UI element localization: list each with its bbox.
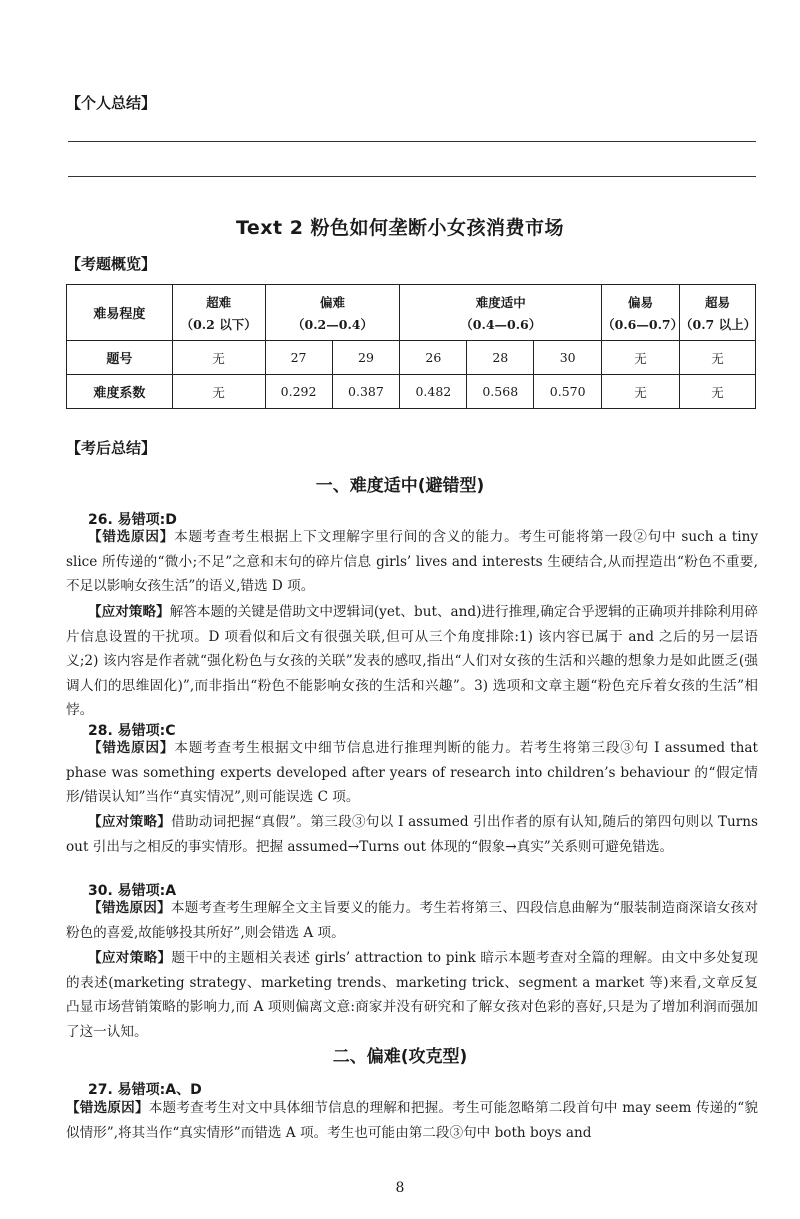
table-cell: 无 <box>172 341 265 375</box>
level-cell: 难度适中 （0.4—0.6） <box>400 285 602 341</box>
level-cell: 偏难 （0.2—0.4） <box>265 285 400 341</box>
paragraph: 【应对策略】借助动词把握“真假”。第三段③句以 I assumed 引出作者的原有认知,随后的第四句则以 Turns out 引出与之相反的事实情形。把握 assumed→Turns out 体现的“假象→真实”关系则可避免错选。 <box>66 814 758 855</box>
table-cell: 无 <box>602 341 680 375</box>
paragraph: 【错选原因】本题考查考生根据文中细节信息进行推理判断的能力。若考生将第三段③句 I assumed that phase was something experts developed after years of research into children’s behaviour 的“假定情形/错误认知”当作“真实情况”,则可能误选 C 项。 <box>66 740 758 806</box>
table-cell: 30 <box>534 341 602 375</box>
item-heading: 26. 易错项:D <box>88 512 177 528</box>
paragraph: 【应对策略】题干中的主题相关表述 girls’ attraction to pink 暗示本题考查对全篇的理解。由文中多处复现的表述(marketing strategy、marketing trends、marketing trick、segment a market 等)来看,文章反复凸显市场营销策略的影响力,而 A 项则偏离文意:商家并没有研究和了解女孩对色彩的喜好,只是为了增加利润而强加了这一认知。 <box>66 950 759 1040</box>
table-cell: 29 <box>332 341 400 375</box>
table-cell: 0.387 <box>332 375 400 409</box>
overview-label: 【考题概览】 <box>66 255 157 273</box>
row-label: 题号 <box>67 341 173 375</box>
paragraph: 【错选原因】本题考查考生对文中具体细节信息的理解和把握。考生可能忽略第二段首句中 may seem 传递的“貌似情形”,将其当作“真实情形”而错选 A 项。考生也可能由第二段③句中 both boys and <box>66 1100 759 1141</box>
table-cell: 28 <box>467 341 534 375</box>
item-heading: 28. 易错项:C <box>88 723 176 739</box>
table-cell: 0.570 <box>534 375 602 409</box>
table-cell: 0.482 <box>400 375 467 409</box>
table-row-coefficients <box>67 375 756 409</box>
level-cell: 超难 （0.2 以下） <box>172 285 265 341</box>
table-row-numbers <box>67 341 756 375</box>
level-cell: 偏易 （0.6—0.7） <box>602 285 680 341</box>
table-cell: 0.568 <box>467 375 534 409</box>
section-heading: 一、难度适中(避错型) <box>315 476 485 496</box>
table-cell: 无 <box>172 375 265 409</box>
paragraph: 【错选原因】本题考查考生理解全文主旨要义的能力。考生若将第三、四段信息曲解为“服装制造商深谙女孩对粉色的喜爱,故能够投其所好”,则会错选 A 项。 <box>66 900 759 941</box>
section-heading: 二、偏难(攻克型) <box>332 1047 468 1067</box>
text-title: Text 2 粉色如何垄断小女孩消费市场 <box>235 217 565 239</box>
after-exam-label: 【考后总结】 <box>66 439 157 457</box>
table-cell: 无 <box>680 375 756 409</box>
table-cell: 26 <box>400 341 467 375</box>
personal-summary-label: 【个人总结】 <box>66 94 157 112</box>
item-heading: 30. 易错项:A <box>88 883 177 899</box>
table-cell: 无 <box>602 375 680 409</box>
level-cell: 超易 （0.7 以上） <box>680 285 756 341</box>
summary-line-2 <box>68 176 756 177</box>
difficulty-table <box>66 284 756 409</box>
summary-line-1 <box>68 141 756 142</box>
page-number: 8 <box>395 1180 405 1196</box>
table-cell: 无 <box>680 341 756 375</box>
paragraph: 【错选原因】本题考查考生根据上下文理解字里行间的含义的能力。考生可能将第一段②句中 such a tiny slice 所传递的“微小;不足”之意和末句的碎片信息 girls’ lives and interests 生硬结合,从而捏造出“粉色不重要,不足以影响女孩生活”的语义,错选 D 项。 <box>66 529 759 595</box>
table-cell: 0.292 <box>265 375 332 409</box>
row-label: 难易程度 <box>67 285 173 341</box>
table-row-difficulty <box>67 285 756 341</box>
table-cell: 27 <box>265 341 332 375</box>
row-label: 难度系数 <box>67 375 173 409</box>
item-heading: 27. 易错项:A、D <box>88 1082 202 1098</box>
paragraph: 【应对策略】解答本题的关键是借助文中逻辑词(yet、but、and)进行推理,确定合乎逻辑的正确项并排除利用碎片信息设置的干扰项。D 项看似和后文有很强关联,但可从三个角度排除:1) 该内容已属于 and 之后的另一层语义;2) 该内容是作者就“强化粉色与女孩的关联”发表的感叹,指出“人们对女孩的生活和兴趣的想象力是如此匮乏(强调人们的思维固化)”,而非指出“粉色不能影响女孩的生活和兴趣”。3) 选项和文章主题“粉色充斥着女孩的生活”相悖。 <box>66 604 759 719</box>
